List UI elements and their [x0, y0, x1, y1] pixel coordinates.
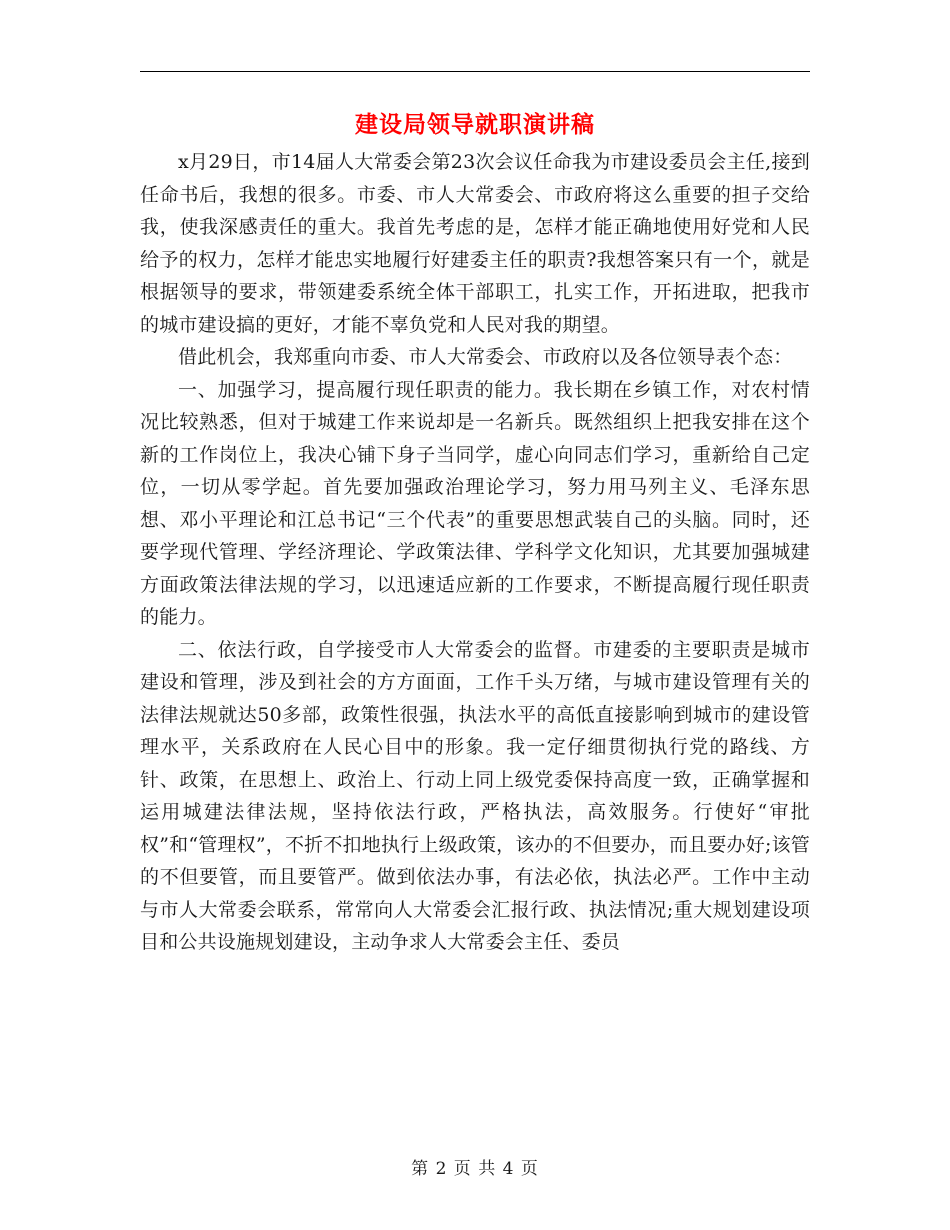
- document-title: 建设局领导就职演讲稿: [355, 111, 595, 138]
- page-number: 第 2 页 共 4 页: [411, 1159, 539, 1179]
- paragraph-2: 借此机会，我郑重向市委、市人大常委会、市政府以及各位领导表个态：: [178, 346, 793, 368]
- paragraph-4: 二、依法行政，自学接受市人大常委会的监督。市建委的主要职责是城市建设和管理，涉及到社会的方方面面，工作千头万绪，与城市建设管理有关的法律法规就达50多部，政策性很强，执法水平的高低直接影响到城市的建设管理水平，关系政府在人民心目中的形象。我一定仔细贯彻执行党的路线、方针、政策，在思想上、政治上、行动上同上级党委保持高度一致，正确掌握和运用城建法律法规，坚持依法行政，严格执法，高效服务。行使好“审批权”和“管理权”，不折不扣地执行上级政策，该办的不但要办，而且要办好;该管的不但要管，而且要管严。做到依法办事，有法必依，执法必严。工作中主动与市人大常委会联系，常常向人大常委会汇报行政、执法情况;重大规划建设项目和公共设施规划建设，主动争求人大常委会主任、委员: [140, 638, 810, 953]
- header-rule: [140, 71, 810, 72]
- paragraph-1: x月29日，市14届人大常委会第23次会议任命我为市建设委员会主任,接到任命书后，我想的很多。市委、市人大常委会、市政府将这么重要的担子交给我，使我深感责任的重大。我首先考虑的是，怎样才能正确地使用好党和人民给予的权力，怎样才能忠实地履行好建委主任的职责?我想答案只有一个，就是根据领导的要求，带领建委系统全体干部职工，扎实工作，开拓进取，把我市的城市建设搞的更好，才能不辜负党和人民对我的期望。: [140, 151, 810, 336]
- paragraph-3: 一、加强学习，提高履行现任职责的能力。我长期在乡镇工作，对农村情况比较熟悉，但对于城建工作来说却是一名新兵。既然组织上把我安排在这个新的工作岗位上，我决心铺下身子当同学，虚心向同志们学习，重新给自己定位，一切从零学起。首先要加强政治理论学习，努力用马列主义、毛泽东思想、邓小平理论和江总书记“三个代表”的重要思想武装自己的头脑。同时，还要学现代管理、学经济理论、学政策法律、学科学文化知识，尤其要加强城建方面政策法律法规的学习，以迅速适应新的工作要求，不断提高履行现任职责的能力。: [140, 378, 810, 628]
- document-body: [140, 146, 810, 959]
